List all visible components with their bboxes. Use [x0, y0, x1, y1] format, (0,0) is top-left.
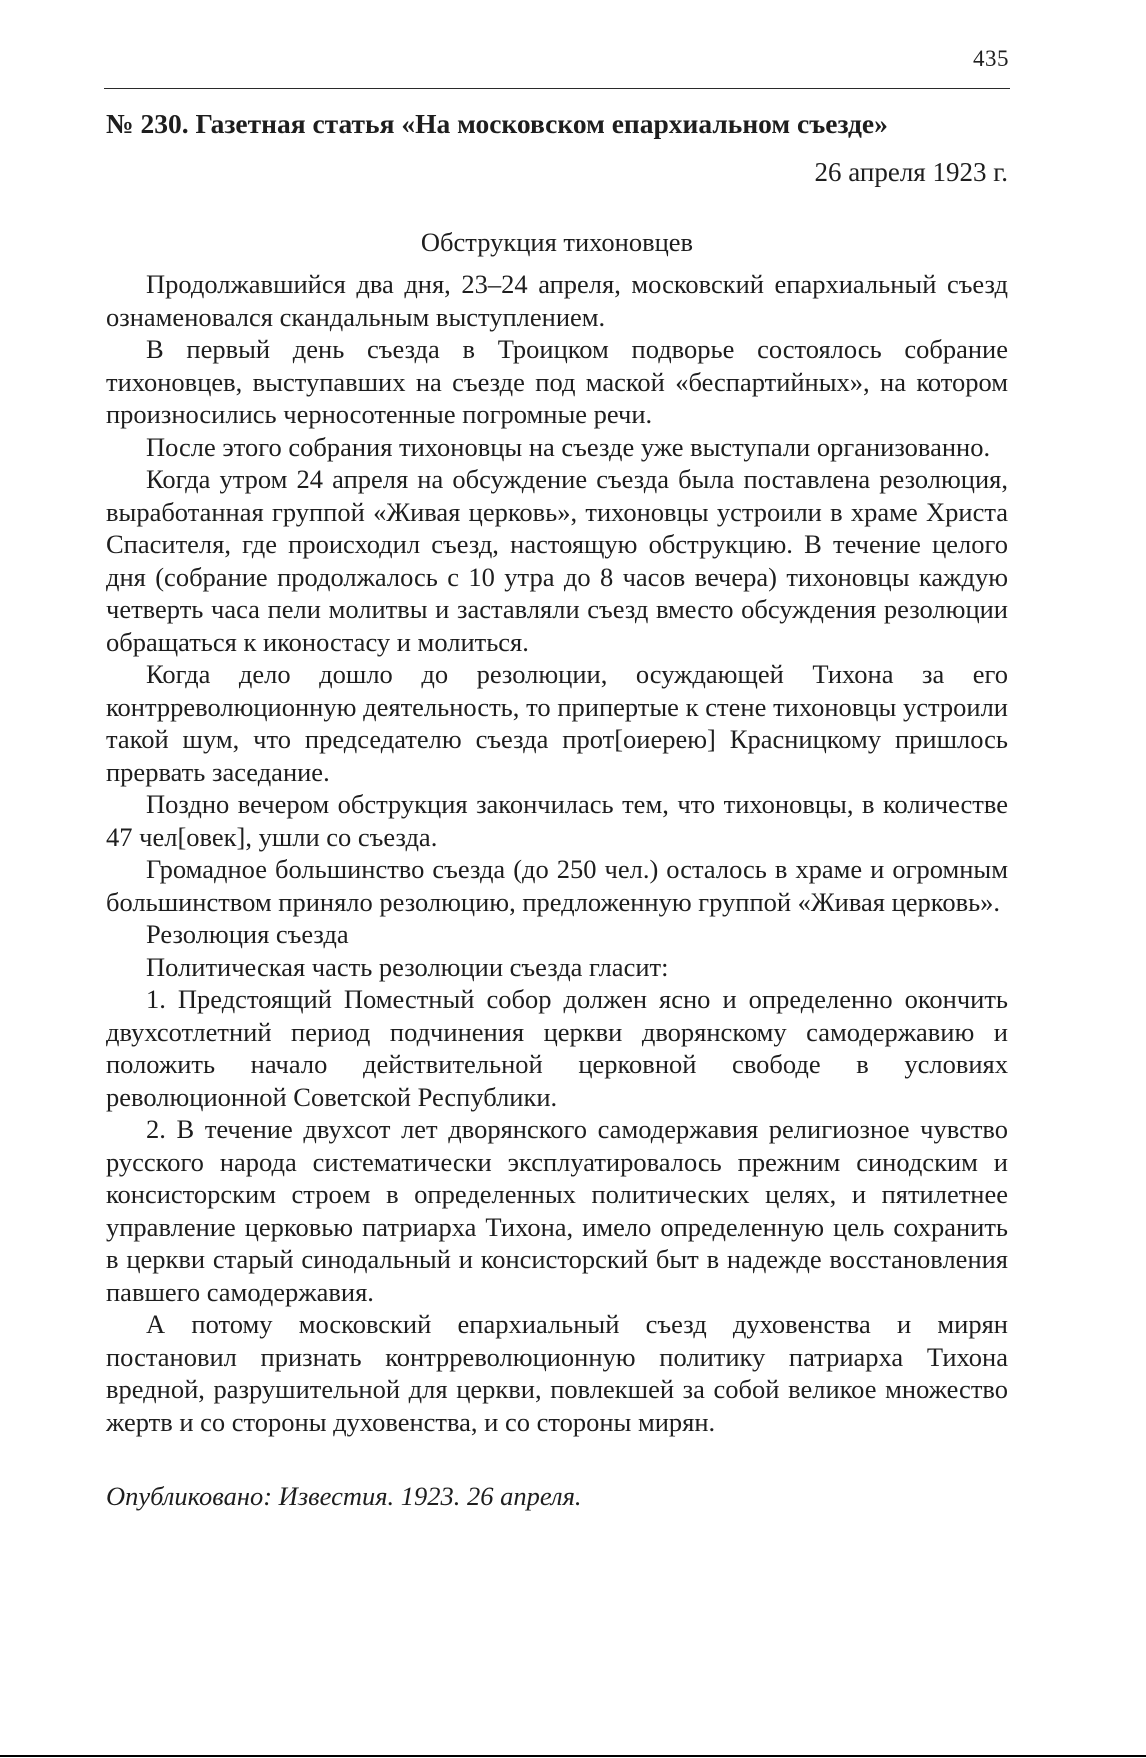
article-subtitle: Обструкция тихоновцев — [420, 227, 694, 257]
resolution-item: 1. Предстоящий Поместный собор должен ясно и определенно окончить двухсотлетний период подчинения церкви дворянскому самодержавию и положить начало действительной церковной свободе в условиях революционной Советской Республики. — [106, 984, 1008, 1112]
paragraph: В первый день съезда в Троицком подворье состоялось собрание тихоновцев, выступавших на съезде под маской «беспартийных», на котором произносились черносотенные погромные речи. — [106, 334, 1008, 429]
document-heading: № 230. Газетная статья «На московском епархиальном съезде» — [106, 108, 888, 139]
page-number: 435 — [973, 46, 1009, 71]
paragraph: После этого собрания тихоновцы на съезде уже выступали организованно. — [146, 431, 991, 462]
paragraph: Продолжавшийся два дня, 23–24 апреля, московский епархиальный съезд ознаменовался скандальным выступлением. — [106, 269, 1008, 332]
paragraph: Когда утром 24 апреля на обсуждение съезда была поставлена резолюция, выработанная группой «Живая церковь», тихоновцы устроили в храме Христа Спасителя, где происходил съезд, настоящую обструкцию. В течение целого дня (собрание продолжалось с 10 утра до 8 часов вечера) тихоновцы каждую четверть часа пели молитвы и заставляли съезд вместо обсуждения резолюции обращаться к иконостасу и молиться. — [106, 464, 1008, 657]
paragraph: А потому московский епархиальный съезд духовенства и мирян постановил признать контрреволюционную политику патриарха Тихона вредной, разрушительной для церкви, повлекшей за собой великое множество жертв и со стороны духовенства, и со стороны мирян. — [106, 1309, 1008, 1437]
publication-source: Опубликовано: Известия. 1923. 26 апреля. — [106, 1481, 582, 1511]
paragraph: Громадное большинство съезда (до 250 чел.) осталось в храме и огромным большинством приняло резолюцию, предложенную группой «Живая церковь». — [106, 854, 1008, 917]
paragraph: Поздно вечером обструкция закончилась тем, что тихоновцы, в количестве 47 чел[овек], ушли со съезда. — [106, 789, 1008, 852]
resolution-item: 2. В течение двухсот лет дворянского самодержавия религиозное чувство русского народа систематически эксплуатировалось прежним синодским и консисторским строем в определенных политических целях, и пятилетнее управление церковью патриарха Тихона, имело определенную цель сохранить в церкви старый синодальный и консисторский быт в надежде восстановления павшего самодержавия. — [106, 1114, 1008, 1307]
page-bottom-edge — [0, 1755, 1146, 1757]
paragraph: Политическая часть резолюции съезда гласит: — [146, 951, 669, 982]
header-rule — [104, 88, 1010, 89]
resolution-heading: Резолюция съезда — [146, 919, 349, 949]
document-date: 26 апреля 1923 г. — [814, 157, 1008, 187]
paragraph: Когда дело дошло до резолюции, осуждающей Тихона за его контрреволюционную деятельность, то припертые к стене тихоновцы устроили такой шум, что председателю съезда прот[оиерею] Красницкому пришлось прервать заседание. — [106, 659, 1008, 787]
document-body — [106, 106, 1008, 1512]
article-text — [106, 268, 1008, 1438]
